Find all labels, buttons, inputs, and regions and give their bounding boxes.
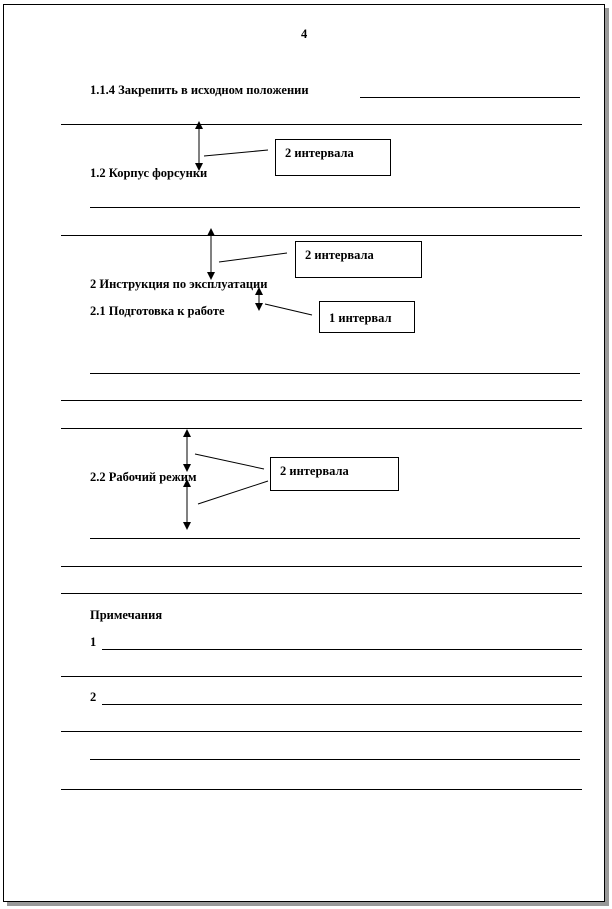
rule-line: [90, 207, 580, 208]
callout-box: 2 интервала: [295, 241, 422, 278]
rule-line: [90, 538, 580, 539]
callout-box: 1 интервал: [319, 301, 415, 333]
notes-title: Примечания: [90, 608, 163, 622]
rule-line: [61, 731, 582, 732]
rule-line: [61, 428, 582, 429]
rule-line: [90, 759, 580, 760]
note-2-line: [102, 704, 582, 705]
item-operating-mode: 2.2 Рабочий режим: [90, 470, 197, 484]
page-number: 4: [301, 27, 308, 41]
rule-line: [61, 400, 582, 401]
note-1-number: 1: [90, 635, 97, 649]
rule-line: [90, 373, 580, 374]
note-2-number: 2: [90, 690, 97, 704]
callout-box: 2 интервала: [270, 457, 399, 491]
rule-line: [61, 124, 582, 125]
rule-line: [61, 593, 582, 594]
rule-line: [61, 676, 582, 677]
item-nozzle-body: 1.2 Корпус форсунки: [90, 166, 208, 180]
note-1-line: [102, 649, 582, 650]
rule-line: [61, 566, 582, 567]
item-fix-position: 1.1.4 Закрепить в исходном положении: [90, 83, 309, 97]
fill-line: [360, 97, 580, 98]
rule-line: [61, 789, 582, 790]
item-preparation: 2.1 Подготовка к работе: [90, 304, 225, 318]
callout-box: 2 интервала: [275, 139, 391, 176]
item-operating-instructions: 2 Инструкция по эксплуатации: [90, 277, 268, 291]
rule-line: [61, 235, 582, 236]
